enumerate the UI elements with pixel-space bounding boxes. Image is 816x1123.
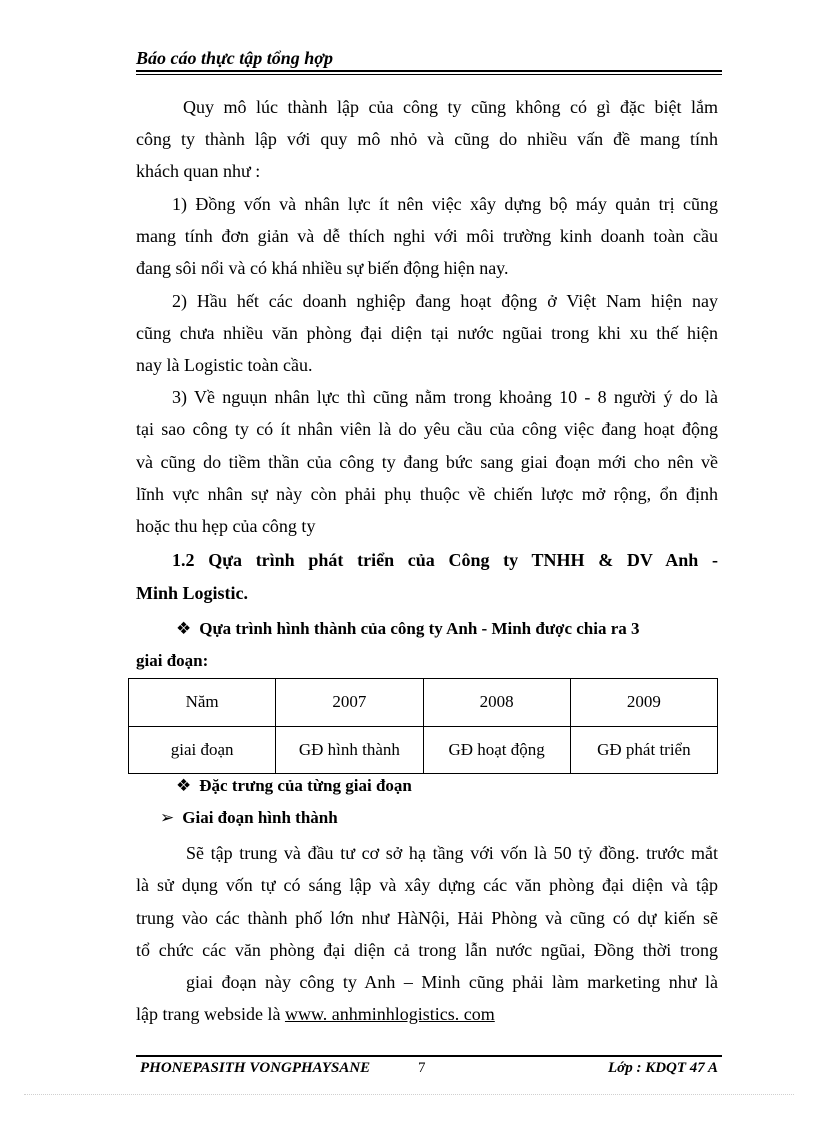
- table-cell: 2008: [423, 679, 570, 727]
- footer-class: Lớp : KDQT 47 A: [608, 1060, 718, 1076]
- text-line: tổ chức các văn phòng đại diện cả trong lẫn nước ngũai, Đồng thời trong: [136, 940, 718, 960]
- text-line: hoặc thu hẹp của công ty: [136, 516, 316, 536]
- table-cell: 2007: [276, 679, 423, 727]
- stage-heading: [160, 808, 338, 828]
- text-line: giai đoạn này công ty Anh – Minh cũng phải làm marketing như là: [186, 972, 718, 992]
- features-heading-text: Đặc trưng của từng giai đoạn: [199, 776, 412, 795]
- text-line: 3) Về nguụn nhân lực thì cũng nằm trong khoảng 10 - 8 người ý do là: [172, 387, 718, 407]
- table-row: [129, 726, 718, 774]
- text-line: mang tính đơn giản và dễ thích nghi với môi trường kinh doanh toàn cầu: [136, 226, 718, 246]
- footer-rule: [136, 1055, 722, 1057]
- subheading-text: Qựa trình hình thành của công ty Anh - Minh được chia ra 3: [199, 619, 640, 638]
- footer-author: PHONEPASITH VONGPHAYSANE: [140, 1060, 371, 1076]
- table-cell: giai đoạn: [129, 726, 276, 774]
- text-line: và cũng do tiềm thần của công ty đang bức sang giai đoạn mới cho nên về: [136, 452, 718, 472]
- text-line: công ty thành lập với quy mô nhỏ và cũng do nhiều vấn đề mang tính: [136, 129, 718, 149]
- table-cell: Năm: [129, 679, 276, 727]
- subheading-line: [176, 618, 718, 640]
- section-heading-line: Minh Logistic.: [136, 583, 249, 603]
- table-cell: 2009: [570, 679, 717, 727]
- text-line: khách quan như :: [136, 161, 261, 181]
- text-line: trung vào các thành phố lớn như HàNội, Hải Phòng và cũng có dự kiến sẽ: [136, 908, 718, 928]
- stages-table: [128, 678, 718, 774]
- table-cell: GĐ hoạt động: [423, 726, 570, 774]
- table-cell: GĐ hình thành: [276, 726, 423, 774]
- table-cell: GĐ phát triển: [570, 726, 717, 774]
- diamond-bullet-icon: ❖: [176, 776, 192, 796]
- website-line: [136, 1003, 718, 1025]
- page-edge: [24, 1094, 794, 1095]
- diamond-bullet-icon: ❖: [176, 619, 192, 639]
- text-line: nay là Logistic toàn cầu.: [136, 355, 313, 375]
- page-number: 7: [418, 1060, 426, 1076]
- features-heading: [176, 776, 412, 796]
- text-line: 2) Hầu hết các doanh nghiệp đang hoạt động ở Việt Nam hiện nay: [172, 291, 718, 311]
- text-line: tại sao công ty có ít nhân viên là do yêu cầu của công việc đang hoạt động: [136, 419, 718, 439]
- text-line: cũng chưa nhiều văn phòng đại diện tại nước ngũai trong khi xu thế hiện: [136, 323, 718, 343]
- text-line: Sẽ tập trung và đầu tư cơ sở hạ tầng với vốn là 50 tỷ đồng. trước mắt: [186, 843, 718, 863]
- header-title: Báo cáo thực tập tổng hợp: [136, 48, 333, 68]
- table-row: [129, 679, 718, 727]
- website-link[interactable]: www. anhminhlogistics. com: [284, 1004, 495, 1024]
- text-line: đang sôi nổi và có khá nhiều sự biến động hiện nay.: [136, 258, 509, 278]
- text-line: 1) Đồng vốn và nhân lực ít nên việc xây dựng bộ máy quản trị cũng: [172, 194, 718, 214]
- header-rule: [136, 70, 722, 72]
- text-line: lĩnh vực nhân sự này còn phải phụ thuộc về chiến lược mở rộng, ổn định: [136, 484, 718, 504]
- subheading-line: giai đoạn:: [136, 651, 209, 670]
- arrow-bullet-icon: ➢: [160, 808, 175, 828]
- website-prefix: lập trang webside là: [136, 1004, 285, 1024]
- text-line: là sử dụng vốn tự có sáng lập và xây dựng các văn phòng đại diện và tập: [136, 875, 718, 895]
- header-rule-thin: [136, 74, 722, 75]
- stage-heading-text: Giai đoạn hình thành: [182, 808, 338, 827]
- text-line: Quy mô lúc thành lập của công ty cũng không có gì đặc biệt lắm: [183, 97, 718, 117]
- section-heading-line: 1.2 Qựa trình phát triển của Công ty TNHH & DV Anh -: [172, 550, 718, 570]
